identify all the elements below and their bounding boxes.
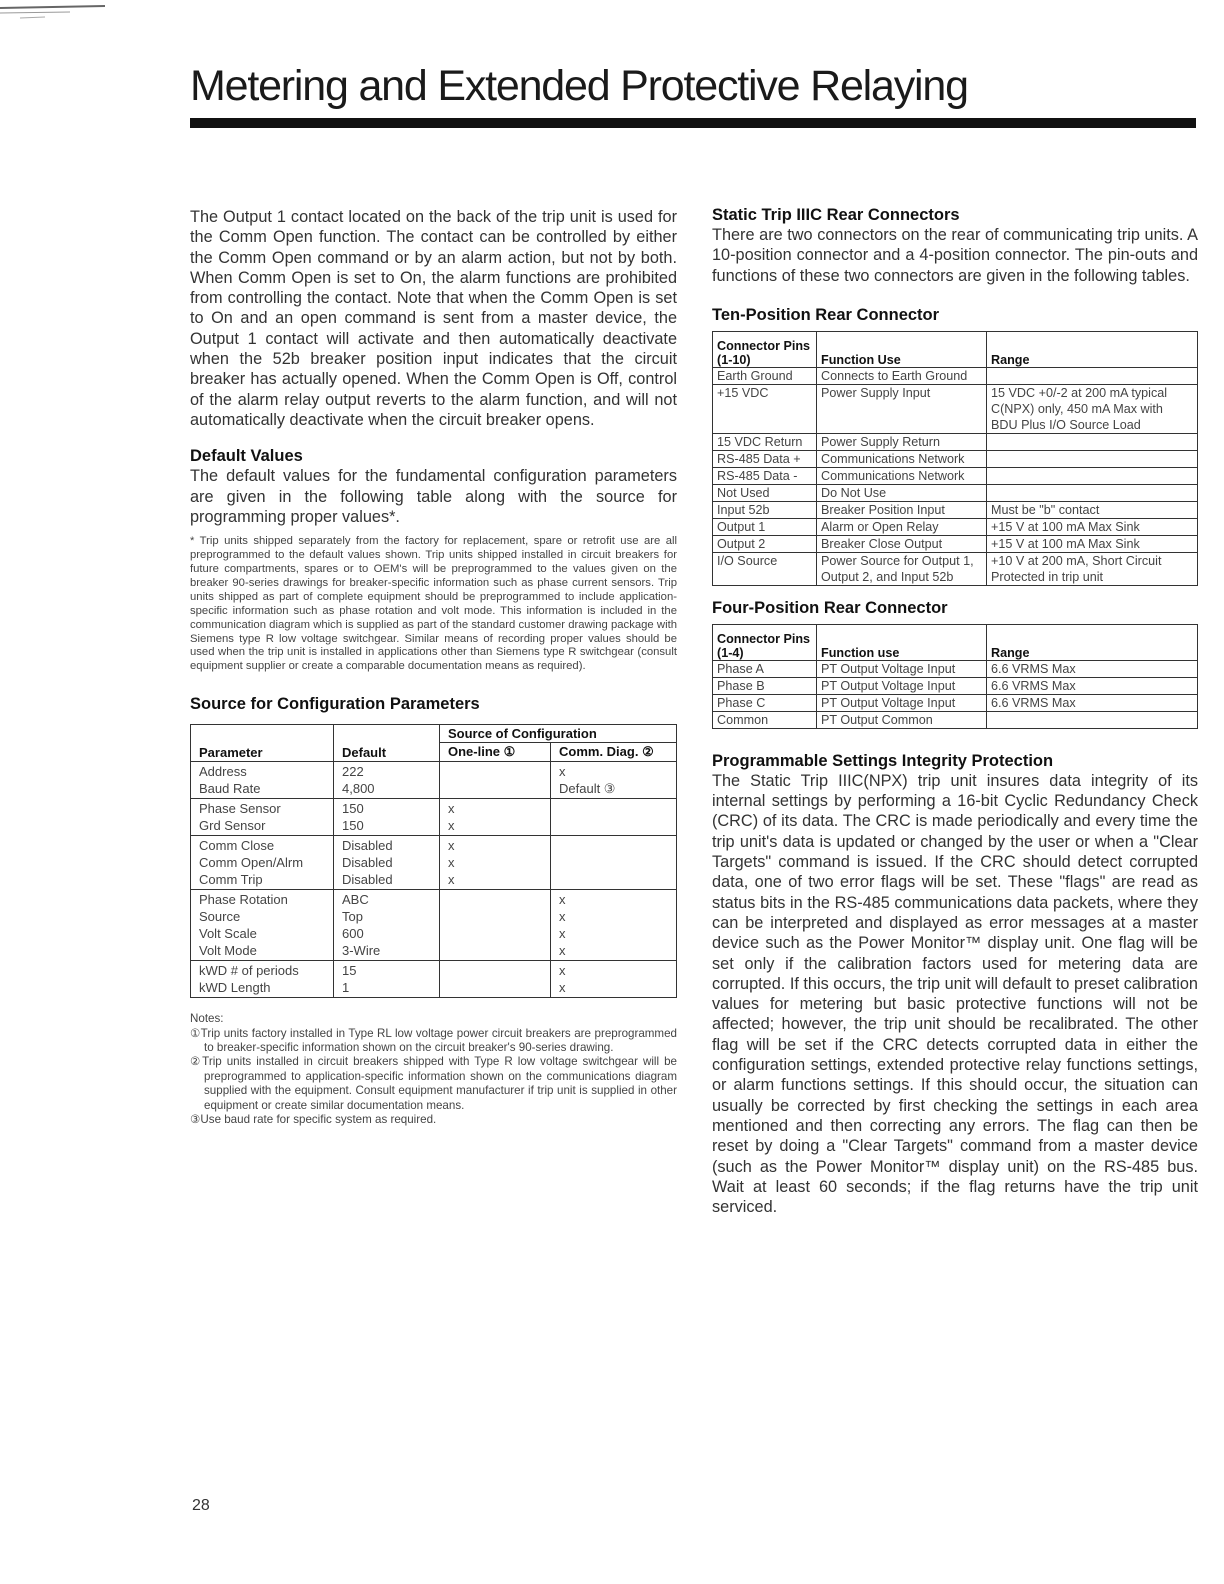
config-cell-default bbox=[334, 836, 440, 890]
ten-position-table bbox=[712, 331, 1198, 586]
default-values-heading: Default Values bbox=[190, 447, 303, 466]
table-row bbox=[713, 501, 1198, 518]
connector-cell-function: Power Supply Input bbox=[817, 384, 987, 433]
config-cell-default-line: 600 bbox=[342, 926, 364, 942]
connector-cell-function: Power Supply Return bbox=[817, 433, 987, 450]
config-group-row bbox=[191, 836, 677, 890]
config-cell-parameter bbox=[191, 890, 334, 961]
config-cell-default-line: Disabled bbox=[342, 872, 393, 888]
note-item: ①Trip units factory installed in Type RL low voltage power circuit breakers are preprogrammed to breaker-specific information shown on the circuit breaker's 90-series drawing. bbox=[190, 1026, 677, 1055]
config-cell-default-line: Disabled bbox=[342, 838, 393, 854]
connector-cell-pin: Output 2 bbox=[713, 535, 817, 552]
page-title: Metering and Extended Protective Relaying bbox=[190, 62, 968, 110]
config-cell-parameter bbox=[191, 961, 334, 998]
config-cell-parameter-line: Source bbox=[199, 909, 241, 925]
config-cell-default-line: 150 bbox=[342, 818, 364, 834]
connector-cell-pin: RS-485 Data - bbox=[713, 467, 817, 484]
config-cell-comm-line bbox=[559, 800, 668, 817]
config-cell-default-line: 4,800 bbox=[342, 781, 375, 797]
config-cell-comm-line bbox=[559, 817, 668, 834]
config-cell-oneline-line: x bbox=[448, 801, 455, 817]
config-cell-oneline bbox=[440, 836, 551, 890]
config-header-default: Default bbox=[334, 725, 440, 762]
config-cell-default-line: 150 bbox=[342, 801, 364, 817]
config-cell-parameter-line: Phase Sensor bbox=[199, 801, 281, 817]
table-row bbox=[713, 694, 1198, 711]
connector-cell-range bbox=[987, 367, 1198, 384]
config-cell-comm-line bbox=[559, 837, 668, 854]
config-cell-oneline-line: x bbox=[448, 838, 455, 854]
config-table-heading: Source for Configuration Parameters bbox=[190, 695, 480, 714]
page-number: 28 bbox=[192, 1497, 210, 1514]
connector-cell-pin: Input 52b bbox=[713, 501, 817, 518]
connector-cell-pin: Not Used bbox=[713, 484, 817, 501]
default-values-paragraph: The default values for the fundamental configuration parameters are given in the following table along with the source for programming proper values*. bbox=[190, 467, 677, 526]
connector-cell-pin: Phase C bbox=[713, 694, 817, 711]
connector-cell-function: Communications Network bbox=[817, 467, 987, 484]
config-cell-oneline-line bbox=[448, 962, 542, 979]
config-group-row bbox=[191, 799, 677, 836]
connector-cell-function: Breaker Close Output bbox=[817, 535, 987, 552]
config-cell-parameter-line: Comm Trip bbox=[199, 872, 263, 888]
config-cell-oneline bbox=[440, 961, 551, 998]
config-notes bbox=[190, 1012, 677, 1127]
config-header-parameter: Parameter bbox=[191, 725, 334, 762]
config-table-body bbox=[191, 762, 677, 998]
table-row bbox=[713, 552, 1198, 585]
config-cell-parameter bbox=[191, 836, 334, 890]
config-cell-parameter-line: Comm Open/Alrm bbox=[199, 855, 304, 871]
config-table bbox=[190, 724, 677, 998]
config-cell-comm-line: x bbox=[559, 909, 566, 925]
table-row bbox=[713, 677, 1198, 694]
config-cell-comm-line bbox=[559, 871, 668, 888]
table-row bbox=[713, 384, 1198, 433]
default-values-footnote: * Trip units shipped separately from the factory for replacement, spare or retrofit use are all preprogrammed to the default values shown. Trip units shipped installed in circuit breakers for future compartments, spares or to OEM's will be preprogrammed to the values given on the breaker 90-series drawings for breaker-specific information such as phase current sensors. Trip units shipped as part of complete equipment should be preprogrammed to include application-specific information such as phase rotation and volt mode. This information is included in the communication diagram which is supplied as part of the standard customer drawing package with Siemens type R low voltage switchgear. Similar means of recording proper values should be used when the trip unit is installed in applications other than Siemens type R switchgear (consult equipment supplier or create a comparable documentation means as required). bbox=[190, 535, 677, 673]
config-header-source: Source of Configuration bbox=[440, 725, 677, 743]
table-row bbox=[713, 433, 1198, 450]
connector-cell-pin: Phase A bbox=[713, 660, 817, 677]
config-cell-default bbox=[334, 799, 440, 836]
config-cell-oneline-line: x bbox=[448, 872, 455, 888]
connector-cell-pin: 15 VDC Return bbox=[713, 433, 817, 450]
config-cell-comm-line: Default ③ bbox=[559, 781, 616, 797]
connector-cell-pin: Earth Ground bbox=[713, 367, 817, 384]
ten-header-function: Function Use bbox=[817, 331, 987, 367]
config-cell-comm-line: x bbox=[559, 764, 566, 780]
config-cell-oneline-line bbox=[448, 908, 542, 925]
connector-cell-range bbox=[987, 433, 1198, 450]
config-cell-oneline bbox=[440, 762, 551, 799]
scan-corner-mark bbox=[0, 0, 110, 22]
config-cell-comm-line: x bbox=[559, 926, 566, 942]
connector-cell-range bbox=[987, 711, 1198, 728]
config-header-oneline: One-line ① bbox=[440, 743, 551, 762]
config-cell-default bbox=[334, 890, 440, 961]
config-cell-comm bbox=[551, 961, 677, 998]
connector-cell-function: Do Not Use bbox=[817, 484, 987, 501]
table-row bbox=[713, 660, 1198, 677]
table-row bbox=[713, 467, 1198, 484]
table-row bbox=[713, 367, 1198, 384]
config-group-row bbox=[191, 961, 677, 998]
config-cell-oneline bbox=[440, 890, 551, 961]
config-cell-comm bbox=[551, 836, 677, 890]
rear-connectors-paragraph: There are two connectors on the rear of communicating trip units. A 10-position connector and a 4-position connector. The pin-outs and functions of these two connectors are given in the following tables. bbox=[712, 226, 1198, 285]
integrity-paragraph: The Static Trip IIIC(NPX) trip unit insures data integrity of its internal settings by performing a 16-bit Cyclic Redundancy Check (CRC) of its data. The CRC is made periodically and every time the trip unit's data is updated or changed by the user or when a "Clear Targets" command is issued. If the CRC should detect corrupted data, one of two error flags will be set. These "flags" are read as status bits in the RS-485 communications data packets, where they can be interpreted and displayed as error messages at a master device such as the Power Monitor™ display unit. One flag will be set only if the calibration factors used for metering data are corrupted. If this occurs, the trip unit will default to preset calibration values for metering but basic protective functions will not be affected; however, the trip unit should be recalibrated. The other flag will be set if the CRC detects corrupted data in either the configuration settings, extended protective relay functions settings, or alarm functions settings. If this should occur, the situation can usually be corrected by first checking the settings in each area mentioned and then correcting any errors. The flag can then be reset by doing a "Clear Targets" command from a master device (such as the Power Monitor™ display unit) on the RS-485 bus. Wait at least 60 seconds; if the flag returns have the trip unit serviced. bbox=[712, 771, 1198, 1217]
config-cell-comm bbox=[551, 762, 677, 799]
connector-cell-function: Breaker Position Input bbox=[817, 501, 987, 518]
connector-cell-function: PT Output Voltage Input bbox=[817, 660, 987, 677]
connector-cell-function: Alarm or Open Relay bbox=[817, 518, 987, 535]
config-cell-default-line: 1 bbox=[342, 980, 350, 996]
connector-cell-function: PT Output Voltage Input bbox=[817, 694, 987, 711]
four-header-range: Range bbox=[987, 624, 1198, 660]
config-cell-parameter bbox=[191, 762, 334, 799]
config-cell-comm bbox=[551, 799, 677, 836]
four-position-table bbox=[712, 624, 1198, 729]
config-cell-parameter-line: kWD Length bbox=[199, 980, 271, 996]
connector-cell-range bbox=[987, 467, 1198, 484]
config-cell-oneline-line: x bbox=[448, 818, 455, 834]
left-column bbox=[190, 205, 677, 1127]
note-item: ③Use baud rate for specific system as required. bbox=[190, 1113, 437, 1127]
config-cell-parameter-line: Baud Rate bbox=[199, 781, 261, 797]
config-header-comm: Comm. Diag. ② bbox=[551, 743, 677, 762]
config-cell-oneline-line bbox=[448, 891, 542, 908]
connector-cell-range: +15 V at 100 mA Max Sink bbox=[987, 535, 1198, 552]
config-cell-default-line: ABC bbox=[342, 892, 369, 908]
right-column bbox=[712, 205, 1198, 1217]
config-cell-oneline bbox=[440, 799, 551, 836]
connector-cell-function: Connects to Earth Ground bbox=[817, 367, 987, 384]
config-cell-oneline-line bbox=[448, 925, 542, 942]
table-row bbox=[713, 484, 1198, 501]
config-cell-oneline-line bbox=[448, 780, 542, 797]
rear-connectors-heading: Static Trip IIIC Rear Connectors bbox=[712, 206, 960, 224]
connector-cell-range bbox=[987, 484, 1198, 501]
table-row bbox=[713, 450, 1198, 467]
config-cell-comm-line: x bbox=[559, 892, 566, 908]
integrity-heading: Programmable Settings Integrity Protection bbox=[712, 751, 1054, 770]
config-cell-default bbox=[334, 961, 440, 998]
four-position-body bbox=[713, 660, 1198, 728]
table-row bbox=[713, 535, 1198, 552]
connector-cell-range: +15 V at 100 mA Max Sink bbox=[987, 518, 1198, 535]
config-cell-comm-line: x bbox=[559, 980, 566, 996]
connector-cell-range: 6.6 VRMS Max bbox=[987, 677, 1198, 694]
config-cell-parameter-line: Volt Mode bbox=[199, 943, 257, 959]
connector-cell-function: PT Output Voltage Input bbox=[817, 677, 987, 694]
config-cell-default-line: 222 bbox=[342, 764, 364, 780]
intro-paragraph: The Output 1 contact located on the back of the trip unit is used for the Comm Open function. The contact can be controlled by either the Comm Open command or by an alarm action, but not by both. When Comm Open is set to On, the alarm functions are prohibited from controlling the contact. Note that when the Comm Open is set to On and an open command is sent from a master device, the Output 1 contact will activate and then automatically deactivate when the 52b breaker position input indicates that the circuit breaker has actually opened. When the Comm Open is Off, control of the alarm relay output reverts to the alarm function, and will not automatically deactivate when the circuit breaker opens. bbox=[190, 208, 677, 429]
connector-cell-range: Must be "b" contact bbox=[987, 501, 1198, 518]
note-item: ②Trip units installed in circuit breakers shipped with Type R low voltage switchgear will be preprogrammed to application-specific information shown on the communications diagram supplied with the equipment. Consult equipment manufacturer if trip unit is supplied in other equipment or create similar documentation means. bbox=[190, 1055, 677, 1112]
connector-cell-range: 15 VDC +0/-2 at 200 mA typical C(NPX) only, 450 mA Max with BDU Plus I/O Source Load bbox=[987, 384, 1198, 433]
config-cell-oneline-line bbox=[448, 942, 542, 959]
connector-cell-pin: I/O Source bbox=[713, 552, 817, 585]
connector-cell-pin: Output 1 bbox=[713, 518, 817, 535]
config-cell-parameter-line: Address bbox=[199, 764, 247, 780]
config-cell-oneline-line: x bbox=[448, 855, 455, 871]
table-row bbox=[713, 711, 1198, 728]
title-rule bbox=[190, 118, 1196, 128]
config-cell-parameter-line: Comm Close bbox=[199, 838, 275, 854]
config-cell-default-line: Disabled bbox=[342, 855, 393, 871]
connector-cell-range: 6.6 VRMS Max bbox=[987, 694, 1198, 711]
connector-cell-function: Power Source for Output 1, Output 2, and Input 52b bbox=[817, 552, 987, 585]
connector-cell-range: 6.6 VRMS Max bbox=[987, 660, 1198, 677]
ten-header-range: Range bbox=[987, 331, 1198, 367]
ten-header-pins: Connector Pins (1-10) bbox=[713, 331, 817, 367]
config-cell-parameter-line: Grd Sensor bbox=[199, 818, 266, 834]
config-group-row bbox=[191, 762, 677, 799]
config-cell-parameter-line: Phase Rotation bbox=[199, 892, 288, 908]
config-cell-default-line: Top bbox=[342, 909, 363, 925]
ten-position-body bbox=[713, 367, 1198, 585]
config-cell-oneline-line bbox=[448, 979, 542, 996]
config-cell-comm-line bbox=[559, 854, 668, 871]
config-cell-parameter-line: kWD # of periods bbox=[199, 963, 299, 979]
config-cell-parameter-line: Volt Scale bbox=[199, 926, 257, 942]
connector-cell-pin: RS-485 Data + bbox=[713, 450, 817, 467]
config-cell-parameter bbox=[191, 799, 334, 836]
connector-cell-pin: Common bbox=[713, 711, 817, 728]
connector-cell-range bbox=[987, 450, 1198, 467]
notes-title: Notes: bbox=[190, 1012, 224, 1026]
connector-cell-function: PT Output Common bbox=[817, 711, 987, 728]
connector-cell-range: +10 V at 200 mA, Short Circuit Protected in trip unit bbox=[987, 552, 1198, 585]
config-cell-default-line: 3-Wire bbox=[342, 943, 381, 959]
four-header-pins: Connector Pins (1-4) bbox=[713, 624, 817, 660]
table-row bbox=[713, 518, 1198, 535]
config-cell-comm-line: x bbox=[559, 963, 566, 979]
config-cell-comm-line: x bbox=[559, 943, 566, 959]
config-cell-oneline-line bbox=[448, 763, 542, 780]
config-group-row bbox=[191, 890, 677, 961]
connector-cell-pin: Phase B bbox=[713, 677, 817, 694]
connector-cell-function: Communications Network bbox=[817, 450, 987, 467]
connector-cell-pin: +15 VDC bbox=[713, 384, 817, 433]
config-cell-default bbox=[334, 762, 440, 799]
config-cell-default-line: 15 bbox=[342, 963, 357, 979]
config-cell-comm bbox=[551, 890, 677, 961]
ten-position-heading: Ten-Position Rear Connector bbox=[712, 305, 940, 324]
four-header-function: Function use bbox=[817, 624, 987, 660]
four-position-heading: Four-Position Rear Connector bbox=[712, 598, 948, 617]
